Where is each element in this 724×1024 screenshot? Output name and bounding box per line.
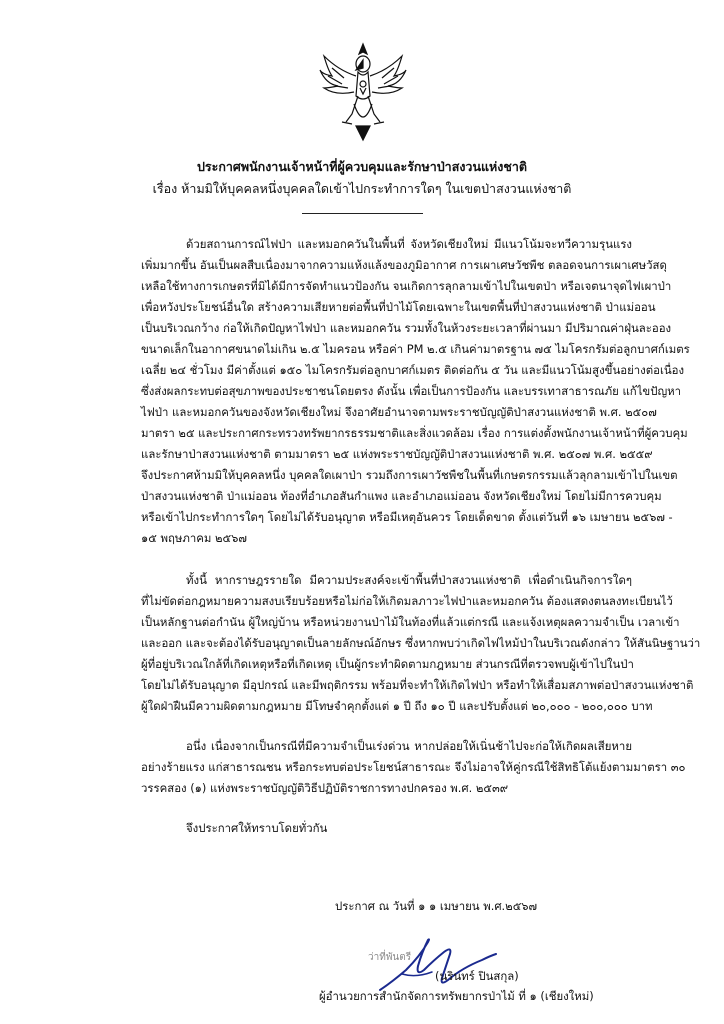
paragraph-1-line-5: เป็นบริเวณกว้าง ก่อให้เกิดปัญหาไฟป่า และหมอกควัน รวมทั้งในห้วงระยะเวลาที่ผ่านมา มีปริมาณค่าฝุ่นละออง [141, 321, 672, 335]
signature-rank-text: ว่าที่พันตรี [368, 952, 412, 963]
signatory-position: ผู้อำนวยการสำนักจัดการทรัพยากรป่าไม้ ที่ ๑ (เชียงใหม่) [319, 989, 594, 1003]
paragraph-1-line-14: หรือเข้าไปกระทำการใดๆ โดยไม่ได้รับอนุญาต หรือมีเหตุอันควร โดยเด็ดขาด ตั้งแต่วันที่ ๑๖ เมษายน ๒๕๖๗ - [141, 510, 673, 524]
paragraph-2-line-4: และออก และจะต้องได้รับอนุญาตเป็นลายลักษณ์อักษร ซึ่งหากพบว่าเกิดไฟไหม้ป่าในบริเวณดังกล่าว ให้สันนิษฐานว่า [141, 636, 701, 650]
paragraph-2-line-7: ผู้ใดฝ่าฝืนมีความผิดตามกฎหมาย มีโทษจำคุกตั้งแต่ ๑ ปี ถึง ๑๐ ปี และปรับตั้งแต่ ๒๐,๐๐๐ - ๒๐๐,๐๐๐ บาท [141, 699, 653, 713]
announcement-subject: เรื่อง ห้ามมิให้บุคคลหนึ่งบุคคลใดเข้าไปกระทำการใดๆ ในเขตป่าสงวนแห่งชาติ [152, 181, 572, 196]
garuda-emblem-icon [318, 40, 408, 146]
signature-date: ประกาศ ณ วันที่ ๑ ๑ เมษายน พ.ศ.๒๕๖๗ [335, 899, 538, 913]
paragraph-1-line-1: ด้วยสถานการณ์ไฟป่า และหมอกควันในพื้นที่ จังหวัดเชียงใหม่ มีแนวโน้มจะทวีความรุนแรง [186, 237, 632, 251]
paragraph-2-line-5: ผู้ที่อยู่บริเวณใกล้ที่เกิดเหตุหรือที่เกิดเหตุ เป็นผู้กระทำผิดตามกฎหมาย ส่วนกรณีที่ตรวจพบผู้เข้าไปในป่า [141, 657, 634, 671]
paragraph-1-line-6: ขนาดเล็กในอากาศขนาดไม่เกิน ๒.๕ ไมครอน หรือค่า PM ๒.๕ เกินค่ามาตรฐาน ๗๕ ไมโครกรัมต่อลูกบาศก์เมตร [141, 342, 690, 356]
paragraph-1-line-13: ป่าสงวนแห่งชาติ ป่าแม่ออน ท้องที่อำเภอสันกำแพง และอำเภอแม่ออน จังหวัดเชียงใหม่ โดยไม่มีการควบคุม [141, 489, 662, 503]
paragraph-3-line-2: อย่างร้ายแรง แก่สาธารณชน หรือกระทบต่อประโยชน์สาธารณะ จึงไม่อาจให้คู่กรณีใช้สิทธิโต้แย้งตามมาตรา ๓๐ [141, 760, 686, 774]
paragraph-2-line-3: เป็นหลักฐานต่อกำนัน ผู้ใหญ่บ้าน หรือหน่วยงานป่าไม้ในท้องที่แล้วแต่กรณี และแจ้งเหตุผลความจำเป็น เวลาเข้า [141, 615, 680, 629]
paragraph-1-line-9: ไฟป่า และหมอกควันของจังหวัดเชียงใหม่ จึงอาศัยอำนาจตามพระราชบัญญัติป่าสงวนแห่งชาติ พ.ศ. ๒๕๐๗ [141, 405, 657, 419]
paragraph-2-line-6: โดยไม่ได้รับอนุญาต มีอุปกรณ์ และมีพฤติกรรม พร้อมที่จะทำให้เกิดไฟป่า หรือทำให้เสื่อมสภาพต่อป่าสงวนแห่งชาติ [141, 678, 694, 692]
paragraph-1-line-2: เพิ่มมากขึ้น อันเป็นผลสืบเนื่องมาจากความแห้งแล้งของภูมิอากาศ การเผาเศษวัชพืช ตลอดจนการเผาเศษวัสดุ [141, 258, 667, 272]
paragraph-2-line-1: ทั้งนี้ หากราษฎรรายใด มีความประสงค์จะเข้าพื้นที่ป่าสงวนแห่งชาติ เพื่อดำเนินกิจการใดๆ [186, 573, 632, 587]
paragraph-1-line-8: ซึ่งส่งผลกระทบต่อสุขภาพของประชาชนโดยตรง ดังนั้น เพื่อเป็นการป้องกัน และบรรเทาสาธารณภัย แก้ไขปัญหา [141, 384, 682, 398]
paragraph-3-line-1: อนึ่ง เนื่องจากเป็นกรณีที่มีความจำเป็นเร่งด่วน หากปล่อยให้เนิ่นช้าไปจะก่อให้เกิดผลเสียหาย [186, 739, 632, 753]
paragraph-2-line-2: ที่ไม่ขัดต่อกฎหมายความสงบเรียบร้อยหรือไม่ก่อให้เกิดมลภาวะไฟป่าและหมอกควัน ต้องแสดงตนลงทะเบียนไว้ [141, 594, 673, 608]
paragraph-1-line-10: มาตรา ๒๕ และประกาศกระทรวงทรัพยากรธรรมชาติและสิ่งแวดล้อม เรื่อง การแต่งตั้งพนักงานเจ้าหน้าที่ผู้ควบคุม [141, 426, 688, 440]
paragraph-1-line-4: เพื่อหวังประโยชน์อื่นใด สร้างความเสียหายต่อพื้นที่ป่าไม้โดยเฉพาะในเขตพื้นที่ป่าสงวนแห่งชาติ ป่าแม่ออน [141, 300, 656, 314]
title-divider [302, 213, 423, 214]
paragraph-1-line-15: ๑๕ พฤษภาคม ๒๕๖๗ [141, 531, 247, 545]
paragraph-1-line-12: จึงประกาศห้ามมิให้บุคคลหนึ่ง บุคคลใดเผาป่า รวมถึงการเผาวัชพืชในพื้นที่เกษตรกรรมแล้วลุกลามเข้าไปในเขต [141, 468, 678, 482]
signatory-name: (นรินทร์ ปินสกุล) [435, 969, 519, 983]
paragraph-1-line-3: เหลือใช้ทางการเกษตรที่มิได้มีการจัดทำแนวป้องกัน จนเกิดการลุกลามเข้าไปในเขตป่า หรือเจตนาจุดไฟเผาป่า [141, 279, 672, 293]
paragraph-1-line-11: และรักษาป่าสงวนแห่งชาติ ตามมาตรา ๒๕ แห่งพระราชบัญญัติป่าสงวนแห่งชาติ พ.ศ. ๒๕๐๗ พ.ศ. ๒๕๕๙ [141, 447, 653, 461]
closing-line: จึงประกาศให้ทราบโดยทั่วกัน [186, 821, 328, 835]
paragraph-1-line-7: เฉลี่ย ๒๔ ชั่วโมง มีค่าตั้งแต่ ๑๕๐ ไมโครกรัมต่อลูกบาศก์เมตร ติดต่อกัน ๕ วัน และมีแนวโน้มสูงขึ้นอย่างต่อเนื่อง [141, 363, 685, 377]
paragraph-3-line-3: วรรคสอง (๑) แห่งพระราชบัญญัติวิธีปฏิบัติราชการทางปกครอง พ.ศ. ๒๕๓๙ [141, 781, 509, 795]
announcement-title: ประกาศพนักงานเจ้าหน้าที่ผู้ควบคุมและรักษาป่าสงวนแห่งชาติ [196, 159, 528, 174]
